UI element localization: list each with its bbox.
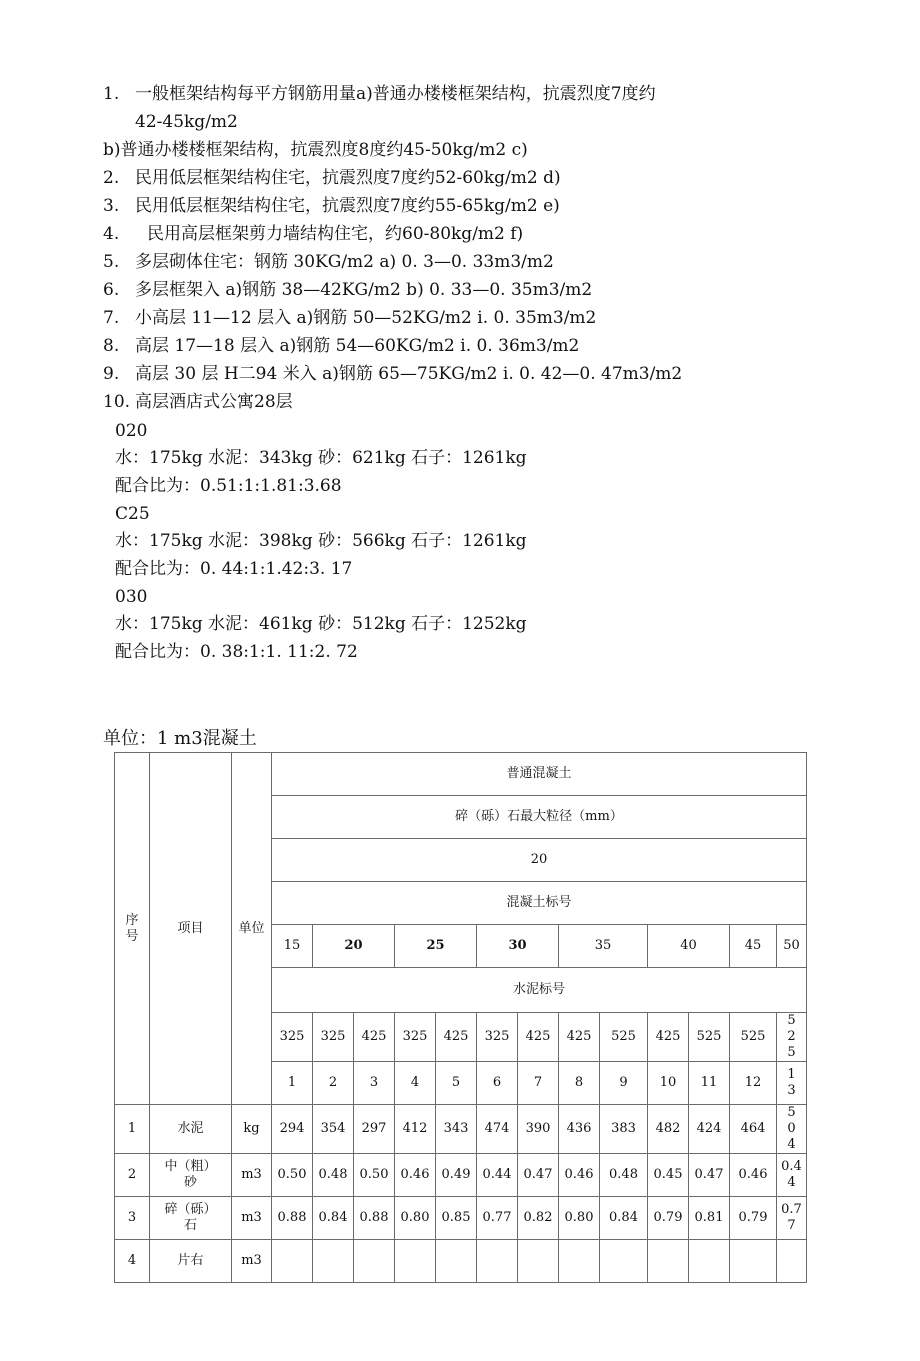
list-number: 2. bbox=[103, 168, 120, 188]
list-number: 6. bbox=[103, 280, 120, 300]
column-number: 2 bbox=[313, 1062, 354, 1105]
table-cell: 0.49 bbox=[436, 1154, 477, 1197]
table-cell bbox=[477, 1240, 518, 1283]
table-cell bbox=[518, 1240, 559, 1283]
concrete-grade: 45 bbox=[730, 925, 777, 968]
table-cell: 0.44 bbox=[777, 1154, 807, 1197]
cement-grade: 525 bbox=[689, 1013, 730, 1062]
list-text: 高层酒店式公寓28层 bbox=[135, 392, 293, 412]
row-unit: m3 bbox=[232, 1240, 272, 1283]
concrete-grade: 35 bbox=[559, 925, 648, 968]
header-item: 项目 bbox=[150, 753, 232, 1105]
table-cell bbox=[559, 1240, 600, 1283]
table-cell: 412 bbox=[395, 1105, 436, 1154]
mix-ratio-c30: 配合比为：0. 38:1:1. 11:2. 72 bbox=[115, 642, 358, 662]
table-cell: 0.84 bbox=[600, 1197, 648, 1240]
table-row bbox=[115, 1154, 807, 1197]
header-concrete-grade-label: 混凝土标号 bbox=[272, 882, 807, 925]
table-cell: 0.46 bbox=[730, 1154, 777, 1197]
list-number: 10. bbox=[103, 392, 131, 412]
list-item-5 bbox=[103, 251, 554, 273]
cement-grade: 325 bbox=[272, 1013, 313, 1062]
list-item-1 bbox=[103, 83, 656, 105]
table-row bbox=[115, 1240, 807, 1283]
table-cell: 0.82 bbox=[518, 1197, 559, 1240]
table-cell: 0.88 bbox=[272, 1197, 313, 1240]
cement-grade: 325 bbox=[395, 1013, 436, 1062]
mix-ratio-c20: 配合比为：0.51:1:1.81:3.68 bbox=[115, 476, 342, 496]
header-seq: 序号 bbox=[115, 753, 150, 1105]
table-cell: 482 bbox=[648, 1105, 689, 1154]
list-number: 4. bbox=[103, 224, 120, 244]
list-item-6 bbox=[103, 279, 592, 301]
table-caption: 单位：1 m3混凝土 bbox=[103, 728, 257, 749]
table-cell: 436 bbox=[559, 1105, 600, 1154]
table-cell: 354 bbox=[313, 1105, 354, 1154]
column-number: 5 bbox=[436, 1062, 477, 1105]
mix-amounts-c20: 水：175kg 水泥：343kg 砂：621kg 石子：1261kg bbox=[115, 448, 527, 468]
row-unit: m3 bbox=[232, 1154, 272, 1197]
table-cell bbox=[648, 1240, 689, 1283]
list-number: 9. bbox=[103, 364, 120, 384]
list-item-9 bbox=[103, 363, 682, 385]
mix-proportion-table bbox=[114, 752, 807, 1283]
table-cell: 0.80 bbox=[559, 1197, 600, 1240]
table-cell: 0.79 bbox=[648, 1197, 689, 1240]
table-cell: 0.46 bbox=[395, 1154, 436, 1197]
mix-amounts-c30: 水：175kg 水泥：461kg 砂：512kg 石子：1252kg bbox=[115, 614, 527, 634]
column-number: 10 bbox=[648, 1062, 689, 1105]
row-item: 碎（砾）石 bbox=[150, 1197, 232, 1240]
table-cell: 0.44 bbox=[477, 1154, 518, 1197]
list-item-4 bbox=[103, 223, 523, 245]
table-row bbox=[115, 1105, 807, 1154]
cement-grade: 425 bbox=[559, 1013, 600, 1062]
mix-ratio-c25: 配合比为：0. 44:1:1.42:3. 17 bbox=[115, 559, 353, 579]
table-cell: 0.50 bbox=[272, 1154, 313, 1197]
column-number: 6 bbox=[477, 1062, 518, 1105]
list-number: 5. bbox=[103, 252, 120, 272]
row-seq: 2 bbox=[115, 1154, 150, 1197]
row-item: 水泥 bbox=[150, 1105, 232, 1154]
table-cell bbox=[777, 1240, 807, 1283]
column-number: 1 bbox=[272, 1062, 313, 1105]
list-item-1-continuation bbox=[135, 111, 238, 133]
list-text: b)普通办楼楼框架结构，抗震烈度8度约45-50kg/m2 c) bbox=[103, 140, 528, 160]
table-cell: 0.47 bbox=[689, 1154, 730, 1197]
table-cell: 0.77 bbox=[777, 1197, 807, 1240]
row-item: 中（粗）砂 bbox=[150, 1154, 232, 1197]
table-cell bbox=[689, 1240, 730, 1283]
table-cell bbox=[436, 1240, 477, 1283]
list-item-3 bbox=[103, 195, 560, 217]
row-seq: 3 bbox=[115, 1197, 150, 1240]
table-cell: 464 bbox=[730, 1105, 777, 1154]
mix-grade-c30: 030 bbox=[115, 587, 148, 607]
table-cell: 0.84 bbox=[313, 1197, 354, 1240]
concrete-grade: 20 bbox=[313, 925, 395, 968]
table-cell bbox=[272, 1240, 313, 1283]
cement-grade: 425 bbox=[518, 1013, 559, 1062]
list-item-8 bbox=[103, 335, 579, 357]
row-item: 片右 bbox=[150, 1240, 232, 1283]
cement-grade: 525 bbox=[777, 1013, 807, 1062]
table-cell: 0.81 bbox=[689, 1197, 730, 1240]
table-cell: 504 bbox=[777, 1105, 807, 1154]
column-number: 3 bbox=[354, 1062, 395, 1105]
column-number: 8 bbox=[559, 1062, 600, 1105]
table-cell: 0.46 bbox=[559, 1154, 600, 1197]
concrete-grade: 50 bbox=[777, 925, 807, 968]
list-text: 小高层 11—12 层入 a)钢筋 50—52KG/m2 i. 0. 35m3/m2 bbox=[135, 308, 597, 328]
table-cell: 0.48 bbox=[313, 1154, 354, 1197]
table-cell bbox=[313, 1240, 354, 1283]
table-cell: 474 bbox=[477, 1105, 518, 1154]
header-row-type bbox=[115, 753, 807, 796]
list-number: 3. bbox=[103, 196, 120, 216]
header-unit: 单位 bbox=[232, 753, 272, 1105]
list-number: 8. bbox=[103, 336, 120, 356]
list-number: 1. bbox=[103, 84, 120, 104]
list-item-1b bbox=[103, 139, 528, 161]
table-cell: 294 bbox=[272, 1105, 313, 1154]
list-number: 7. bbox=[103, 308, 120, 328]
table-cell: 0.47 bbox=[518, 1154, 559, 1197]
table-cell: 0.88 bbox=[354, 1197, 395, 1240]
table-cell: 424 bbox=[689, 1105, 730, 1154]
mix-grade-c25: C25 bbox=[115, 504, 150, 524]
list-text: 42-45kg/m2 bbox=[135, 112, 238, 132]
cement-grade: 325 bbox=[477, 1013, 518, 1062]
mix-amounts-c25: 水：175kg 水泥：398kg 砂：566kg 石子：1261kg bbox=[115, 531, 527, 551]
list-text: 民用高层框架剪力墙结构住宅，约60-80kg/m2 f) bbox=[147, 224, 524, 244]
column-number: 4 bbox=[395, 1062, 436, 1105]
list-text: 民用低层框架结构住宅，抗震烈度7度约52-60kg/m2 d) bbox=[135, 168, 561, 188]
table-row bbox=[115, 1197, 807, 1240]
list-text: 高层 17—18 层入 a)钢筋 54—60KG/m2 i. 0. 36m3/m2 bbox=[135, 336, 580, 356]
header-aggregate-size: 20 bbox=[272, 839, 807, 882]
cement-grade: 425 bbox=[648, 1013, 689, 1062]
cement-grade: 525 bbox=[730, 1013, 777, 1062]
table-cell: 0.45 bbox=[648, 1154, 689, 1197]
table-cell bbox=[395, 1240, 436, 1283]
column-number: 11 bbox=[689, 1062, 730, 1105]
table-cell: 390 bbox=[518, 1105, 559, 1154]
list-text: 多层框架入 a)钢筋 38—42KG/m2 b) 0. 33—0. 35m3/m2 bbox=[135, 280, 593, 300]
cement-grade: 525 bbox=[600, 1013, 648, 1062]
cement-grade: 325 bbox=[313, 1013, 354, 1062]
table-cell: 0.77 bbox=[477, 1197, 518, 1240]
table-cell: 0.85 bbox=[436, 1197, 477, 1240]
list-text: 民用低层框架结构住宅，抗震烈度7度约55-65kg/m2 e) bbox=[135, 196, 560, 216]
table-cell: 0.50 bbox=[354, 1154, 395, 1197]
table-cell bbox=[354, 1240, 395, 1283]
concrete-grade: 15 bbox=[272, 925, 313, 968]
row-unit: kg bbox=[232, 1105, 272, 1154]
table-cell: 297 bbox=[354, 1105, 395, 1154]
row-seq: 1 bbox=[115, 1105, 150, 1154]
column-number: 13 bbox=[777, 1062, 807, 1105]
concrete-grade: 40 bbox=[648, 925, 730, 968]
concrete-grade: 25 bbox=[395, 925, 477, 968]
table-cell: 0.48 bbox=[600, 1154, 648, 1197]
list-item-10 bbox=[103, 391, 293, 413]
header-concrete-type: 普通混凝土 bbox=[272, 753, 807, 796]
table-cell bbox=[730, 1240, 777, 1283]
list-item-2 bbox=[103, 167, 561, 189]
mix-grade-c20: 020 bbox=[115, 421, 148, 441]
table-cell: 0.80 bbox=[395, 1197, 436, 1240]
table-cell bbox=[600, 1240, 648, 1283]
column-number: 7 bbox=[518, 1062, 559, 1105]
list-item-7 bbox=[103, 307, 596, 329]
cement-grade: 425 bbox=[436, 1013, 477, 1062]
header-cement-grade-label: 水泥标号 bbox=[272, 968, 807, 1013]
row-seq: 4 bbox=[115, 1240, 150, 1283]
column-number: 12 bbox=[730, 1062, 777, 1105]
list-text: 多层砌体住宅：钢筋 30KG/m2 a) 0. 3—0. 33m3/m2 bbox=[135, 252, 554, 272]
list-text: 高层 30 层 H二94 米入 a)钢筋 65—75KG/m2 i. 0. 42—0. 47m3/m2 bbox=[135, 364, 683, 384]
table-cell: 0.79 bbox=[730, 1197, 777, 1240]
column-number: 9 bbox=[600, 1062, 648, 1105]
table-cell: 343 bbox=[436, 1105, 477, 1154]
header-aggregate: 碎（砾）石最大粒径（mm） bbox=[272, 796, 807, 839]
row-unit: m3 bbox=[232, 1197, 272, 1240]
list-text: 一般框架结构每平方钢筋用量a)普通办楼楼框架结构，抗震烈度7度约 bbox=[135, 84, 656, 104]
table-cell: 383 bbox=[600, 1105, 648, 1154]
cement-grade: 425 bbox=[354, 1013, 395, 1062]
concrete-grade: 30 bbox=[477, 925, 559, 968]
